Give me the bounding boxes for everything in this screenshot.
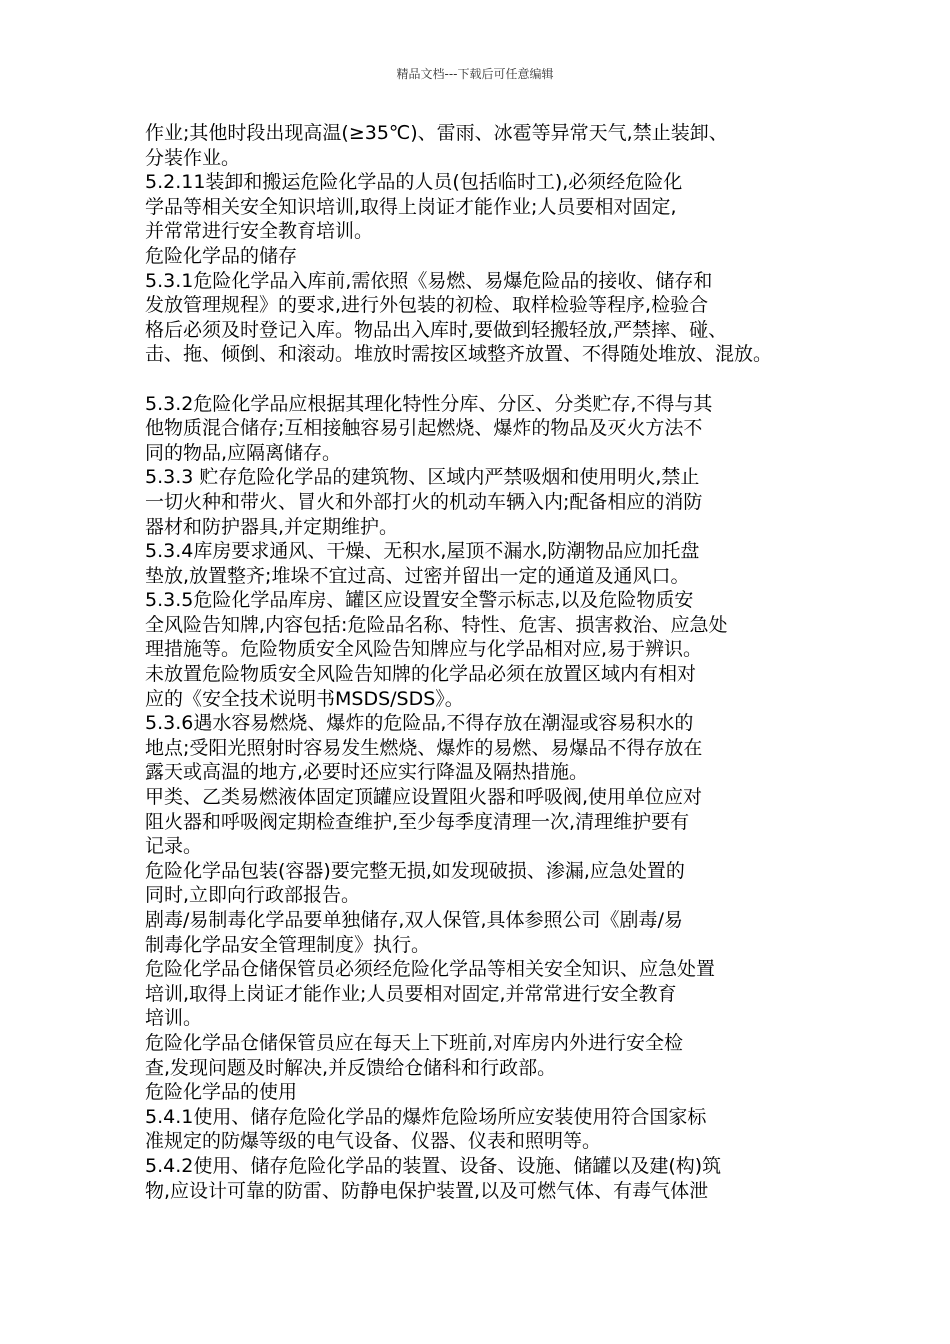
text-line: 击、拖、倾倒、和滚动。堆放时需按区域整齐放置、不得随处堆放、混放。 [145, 343, 773, 366]
document-body [145, 121, 815, 1203]
text-line: 同的物品,应隔离储存。 [145, 441, 342, 464]
text-line: 格后必须及时登记入库。物品出入库时,要做到轻搬轻放,严禁摔、碰、 [145, 318, 728, 341]
text-line: 准规定的防爆等级的电气设备、仪器、仪表和照明等。 [145, 1130, 602, 1153]
text-line: 记录。 [145, 835, 203, 858]
text-line: 物,应设计可靠的防雷、防静电保护装置,以及可燃气体、有毒气体泄 [145, 1179, 709, 1202]
text-line: 理措施等。危险物质安全风险告知牌应与化学品相对应,易于辨识。 [145, 638, 703, 661]
text-line: 并常常进行安全教育培训。 [145, 220, 374, 243]
text-line: 危险化学品包装(容器)要完整无损,如发现破损、渗漏,应急处置的 [145, 859, 685, 882]
text-line: 垫放,放置整齐;堆垛不宜过高、过密并留出一定的通道及通风口。 [145, 564, 690, 587]
text-line: 查,发现问题及时解决,并反馈给仓储科和行政部。 [145, 1056, 557, 1079]
text-line: 应的《安全技术说明书MSDS/SDS》。 [145, 687, 464, 710]
text-line: 5.3.1危险化学品入库前,需依照《易燃、易爆危险品的接收、储存和 [145, 269, 713, 292]
text-line: 地点;受阳光照射时容易发生燃烧、爆炸的易燃、易爆品不得存放在 [145, 736, 703, 759]
text-line: 5.3.5危险化学品库房、罐区应设置安全警示标志,以及危险物质安 [145, 589, 694, 612]
text-line: 制毒化学品安全管理制度》执行。 [145, 933, 431, 956]
text-line: 5.4.2使用、储存危险化学品的装置、设备、设施、储罐以及建(构)筑 [145, 1154, 722, 1177]
text-line: 5.3.6遇水容易燃烧、爆炸的危险品,不得存放在潮湿或容易积水的 [145, 712, 694, 735]
text-line: 危险化学品仓储保管员应在每天上下班前,对库房内外进行安全检 [145, 1031, 684, 1054]
text-line: 甲类、乙类易燃液体固定顶罐应设置阻火器和呼吸阀,使用单位应对 [145, 786, 703, 809]
text-line: 5.2.11装卸和搬运危险化学品的人员(包括临时工),必须经危险化 [145, 171, 683, 194]
text-line: 培训,取得上岗证才能作业;人员要相对固定,并常常进行安全教育 [145, 982, 677, 1005]
text-line: 一切火种和带火、冒火和外部打火的机动车辆入内;配备相应的消防 [145, 490, 703, 513]
text-line: 他物质混合储存;互相接触容易引起燃烧、爆炸的物品及灭火方法不 [145, 417, 703, 440]
text-line: 5.4.1使用、储存危险化学品的爆炸危险场所应安装使用符合国家标 [145, 1105, 707, 1128]
text-line: 培训。 [145, 1007, 203, 1030]
text-line: 危险化学品的使用 [145, 1081, 298, 1104]
text-line: 危险化学品的储存 [145, 244, 298, 267]
text-line: 同时,立即向行政部报告。 [145, 884, 361, 907]
text-line: 5.3.4库房要求通风、干燥、无积水,屋顶不漏水,防潮物品应加托盘 [145, 540, 700, 563]
text-line: 分装作业。 [145, 146, 241, 169]
text-line: 5.3.3 贮存危险化学品的建筑物、区域内严禁吸烟和使用明火,禁止 [145, 466, 700, 489]
text-line: 剧毒/易制毒化学品要单独储存,双人保管,具体参照公司《剧毒/易 [145, 909, 683, 931]
text-line: 器材和防护器具,并定期维护。 [145, 515, 399, 538]
text-line: 全风险告知牌,内容包括:危险品名称、特性、危害、损害救治、应急处 [145, 613, 728, 636]
text-line: 露天或高温的地方,必要时还应实行降温及隔热措施。 [145, 761, 589, 784]
text-line: 学品等相关安全知识培训,取得上岗证才能作业;人员要相对固定, [145, 195, 677, 218]
text-line: 5.3.2危险化学品应根据其理化特性分库、分区、分类贮存,不得与其 [145, 392, 713, 415]
text-line: 发放管理规程》的要求,进行外包装的初检、取样检验等程序,检验合 [145, 294, 709, 317]
text-line: 作业;其他时段出现高温(≥35℃)、雷雨、冰雹等异常天气,禁止装卸、 [145, 122, 728, 144]
blank-line [145, 367, 815, 392]
text-line: 危险化学品仓储保管员必须经危险化学品等相关安全知识、应急处置 [145, 958, 716, 981]
text-line: 阻火器和呼吸阀定期检查维护,至少每季度清理一次,清理维护要有 [145, 810, 690, 833]
text-line: 未放置危险物质安全风险告知牌的化学品必须在放置区域内有相对 [145, 663, 697, 686]
page-header: 精品文档---下载后可任意编辑 [396, 67, 554, 81]
